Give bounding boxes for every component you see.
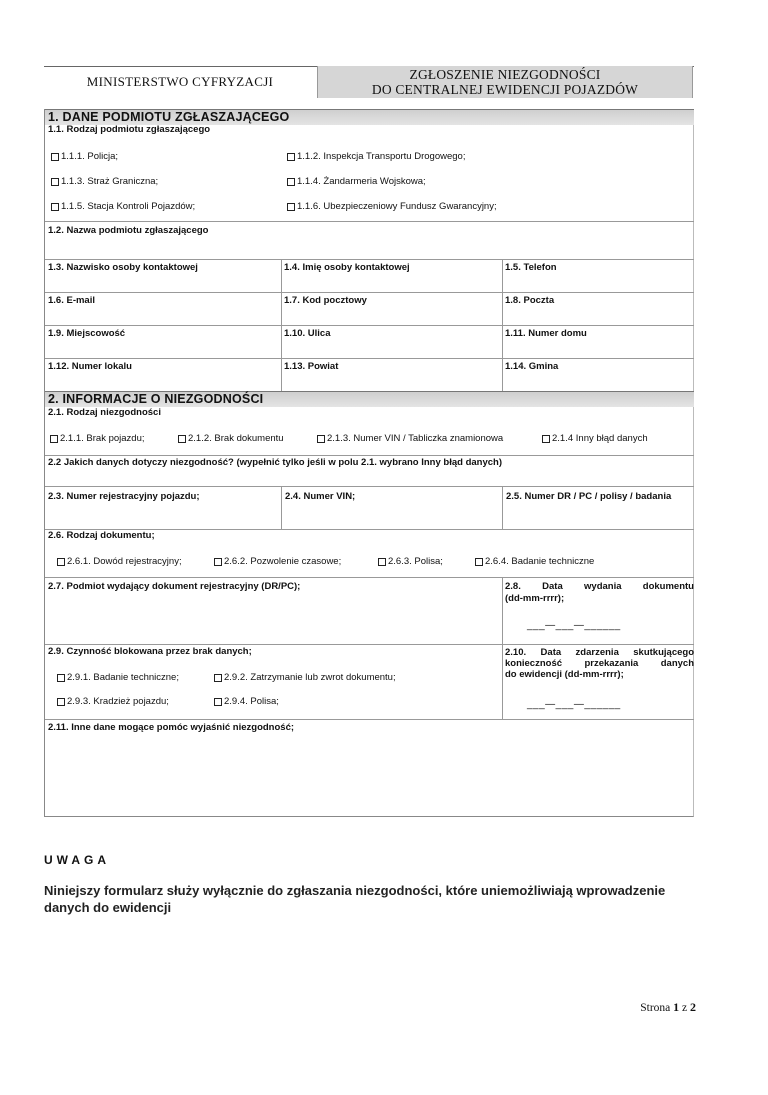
field-2-10-label-line3: do ewidencji (dd-mm-rrrr); <box>505 669 624 680</box>
option-2-1-3[interactable]: 2.1.3. Numer VIN / Tabliczka znamionowa <box>317 433 503 444</box>
field-2-6-label: 2.6. Rodzaj dokumentu; <box>48 530 155 541</box>
field-2-1-label: 2.1. Rodzaj niezgodności <box>48 407 161 418</box>
option-2-1-2[interactable]: 2.1.2. Brak dokumentu <box>178 433 284 444</box>
field-2-8-label-line2: (dd-mm-rrrr); <box>505 593 565 604</box>
form-title-line1: ZGŁOSZENIE NIEZGODNOŚCI <box>409 67 601 82</box>
option-1-1-6[interactable]: 1.1.6. Ubezpieczeniowy Fundusz Gwarancyjny; <box>287 201 497 212</box>
checkbox[interactable] <box>51 153 59 161</box>
checkbox[interactable] <box>287 178 295 186</box>
divider <box>45 719 694 720</box>
page-total: 2 <box>690 1000 696 1014</box>
field-1-10-label[interactable]: 1.10. Ulica <box>284 328 331 339</box>
column-divider <box>502 486 503 529</box>
option-2-9-4[interactable]: 2.9.4. Polisa; <box>214 696 279 707</box>
option-1-1-5[interactable]: 1.1.5. Stacja Kontroli Pojazdów; <box>51 201 195 212</box>
divider <box>45 644 694 645</box>
field-2-4-label[interactable]: 2.4. Numer VIN; <box>285 491 356 502</box>
field-1-5-label[interactable]: 1.5. Telefon <box>505 262 557 273</box>
checkbox[interactable] <box>51 178 59 186</box>
field-1-4-label[interactable]: 1.4. Imię osoby kontaktowej <box>284 262 410 273</box>
checkbox[interactable] <box>57 674 65 682</box>
page-current: 1 <box>673 1000 680 1014</box>
checkbox[interactable] <box>214 698 222 706</box>
option-1-1-1[interactable]: 1.1.1. Policja; <box>51 151 118 162</box>
column-divider <box>281 486 282 529</box>
divider <box>45 455 694 456</box>
option-2-1-1[interactable]: 2.1.1. Brak pojazdu; <box>50 433 145 444</box>
checkbox[interactable] <box>542 435 550 443</box>
note-heading: UWAGA <box>44 853 110 867</box>
checkbox[interactable] <box>317 435 325 443</box>
option-2-6-3[interactable]: 2.6.3. Polisa; <box>378 556 443 567</box>
divider <box>45 292 694 293</box>
option-2-6-2[interactable]: 2.6.2. Pozwolenie czasowe; <box>214 556 341 567</box>
page-prefix: Strona <box>640 1002 671 1014</box>
field-2-3-label[interactable]: 2.3. Numer rejestracyjny pojazdu; <box>48 491 200 502</box>
field-1-1-label: 1.1. Rodzaj podmiotu zgłaszającego <box>48 124 211 135</box>
option-2-6-4[interactable]: 2.6.4. Badanie techniczne <box>475 556 594 567</box>
column-divider <box>281 259 282 391</box>
option-2-1-4[interactable]: 2.1.4 Inny błąd danych <box>542 433 648 444</box>
checkbox[interactable] <box>57 698 65 706</box>
date-input-2-8[interactable]: ___—___—______ <box>527 620 621 631</box>
field-2-10-label-line1: 2.10. Data zdarzenia skutkującego <box>505 647 694 658</box>
form-title-line2: DO CENTRALNEJ EWIDENCJI POJAZDÓW <box>371 82 639 97</box>
divider <box>45 358 694 359</box>
field-2-7-label[interactable]: 2.7. Podmiot wydający dokument rejestracyjny (DR/PC); <box>48 581 301 592</box>
field-1-9-label[interactable]: 1.9. Miejscowość <box>48 328 126 339</box>
checkbox[interactable] <box>51 203 59 211</box>
checkbox[interactable] <box>57 558 65 566</box>
column-divider <box>502 259 503 391</box>
field-1-6-label[interactable]: 1.6. E-mail <box>48 295 95 306</box>
checkbox[interactable] <box>475 558 483 566</box>
option-2-9-2[interactable]: 2.9.2. Zatrzymanie lub zwrot dokumentu; <box>214 672 396 683</box>
divider <box>45 577 694 578</box>
option-1-1-2[interactable]: 1.1.2. Inspekcja Transportu Drogowego; <box>287 151 465 162</box>
field-2-11-label[interactable]: 2.11. Inne dane mogące pomóc wyjaśnić niezgodność; <box>48 722 295 733</box>
option-1-1-3[interactable]: 1.1.3. Straż Graniczna; <box>51 176 158 187</box>
field-1-14-label[interactable]: 1.14. Gmina <box>505 361 559 372</box>
page-sep: z <box>682 1002 688 1014</box>
checkbox[interactable] <box>287 153 295 161</box>
option-1-1-4[interactable]: 1.1.4. Żandarmeria Wojskowa; <box>287 176 426 187</box>
checkbox[interactable] <box>287 203 295 211</box>
checkbox[interactable] <box>214 674 222 682</box>
field-2-8-label-line1: 2.8. Data wydania dokumentu <box>505 581 694 592</box>
option-2-6-1[interactable]: 2.6.1. Dowód rejestracyjny; <box>57 556 182 567</box>
field-1-12-label[interactable]: 1.12. Numer lokalu <box>48 361 132 372</box>
section2-heading: 2. INFORMACJE O NIEZGODNOŚCI <box>45 391 694 407</box>
page-number <box>620 1000 696 1015</box>
checkbox[interactable] <box>178 435 186 443</box>
date-input-2-10[interactable]: ___—___—______ <box>527 699 621 710</box>
checkbox[interactable] <box>214 558 222 566</box>
checkbox[interactable] <box>50 435 58 443</box>
ministry-name: MINISTERSTWO CYFRYZACJI <box>86 74 274 89</box>
note-text: Niniejszy formularz służy wyłącznie do zgłaszania niezgodności, które uniemożliwiają wprowadzenie danych do ewidencji <box>44 883 666 915</box>
field-1-3-label[interactable]: 1.3. Nazwisko osoby kontaktowej <box>48 262 198 273</box>
option-2-9-1[interactable]: 2.9.1. Badanie techniczne; <box>57 672 179 683</box>
field-1-8-label[interactable]: 1.8. Poczta <box>505 295 555 306</box>
field-1-7-label[interactable]: 1.7. Kod pocztowy <box>284 295 367 306</box>
field-2-5-label[interactable]: 2.5. Numer DR / PC / polisy / badania <box>506 491 672 502</box>
column-divider <box>502 577 503 719</box>
form-body <box>44 109 694 817</box>
divider <box>45 486 694 487</box>
divider <box>45 325 694 326</box>
field-2-9-label: 2.9. Czynność blokowana przez brak danych; <box>48 646 252 657</box>
field-1-2-label[interactable]: 1.2. Nazwa podmiotu zgłaszającego <box>48 225 209 236</box>
field-2-10-label-line2: konieczność przekazania danych <box>505 658 694 669</box>
option-2-9-3[interactable]: 2.9.3. Kradzież pojazdu; <box>57 696 169 707</box>
divider <box>45 259 694 260</box>
field-1-13-label[interactable]: 1.13. Powiat <box>284 361 339 372</box>
form-title <box>317 66 693 98</box>
checkbox[interactable] <box>378 558 386 566</box>
divider <box>45 221 694 222</box>
field-2-2-label[interactable]: 2.2 Jakich danych dotyczy niezgodność? (wypełnić tylko jeśli w polu 2.1. wybrano Inny błąd danych) <box>48 457 502 468</box>
section1-heading: 1. DANE PODMIOTU ZGŁASZAJĄCEGO <box>45 109 694 125</box>
field-1-11-label[interactable]: 1.11. Numer domu <box>505 328 587 339</box>
